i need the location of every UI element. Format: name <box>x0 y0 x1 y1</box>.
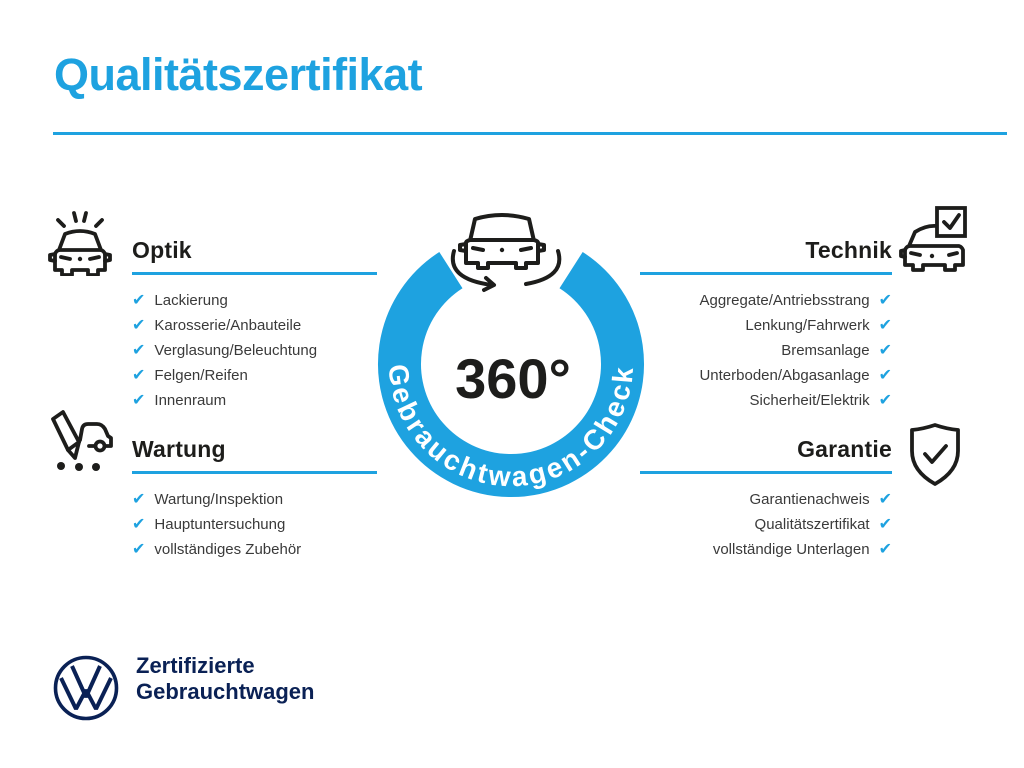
check-icon: ✔ <box>132 316 146 334</box>
brand-claim <box>136 653 314 705</box>
page-title: Qualitätszertifikat <box>54 49 423 100</box>
check-item <box>640 313 892 338</box>
brand-claim-line1: Zertifizierte <box>136 653 255 678</box>
shield-check-icon <box>905 421 965 489</box>
check-item <box>132 512 377 537</box>
pencil-checklist-car-icon <box>42 406 114 478</box>
check-item-label: Felgen/Reifen <box>154 367 248 384</box>
check-item-label: Innenraum <box>154 392 227 409</box>
check-item <box>640 288 892 313</box>
check-icon: ✔ <box>878 515 892 533</box>
check-icon: ✔ <box>878 291 892 309</box>
section-optik-list <box>132 275 377 413</box>
brand-claim-line2: Gebrauchtwagen <box>136 679 315 704</box>
check-icon: ✔ <box>132 540 146 558</box>
shining-car-icon <box>46 208 114 276</box>
section-wartung-list <box>132 474 377 562</box>
check-item-label: Hauptuntersuchung <box>154 516 286 533</box>
check-icon: ✔ <box>132 341 146 359</box>
check-item <box>640 338 892 363</box>
section-wartung-title: Wartung <box>132 436 377 474</box>
check-item-label: Aggregate/Antriebsstrang <box>699 292 870 309</box>
check-icon: ✔ <box>878 540 892 558</box>
check-item-label: Bremsanlage <box>781 342 870 359</box>
section-garantie-list <box>640 474 892 562</box>
check-item-label: Karosserie/Anbauteile <box>154 317 302 334</box>
check-item <box>640 363 892 388</box>
check-item <box>132 487 377 512</box>
check-item <box>132 537 377 562</box>
section-wartung <box>132 436 377 562</box>
vw-logo <box>52 654 120 722</box>
check-item <box>640 512 892 537</box>
check-item <box>132 388 377 413</box>
check-item <box>640 487 892 512</box>
check-icon: ✔ <box>132 391 146 409</box>
check-item <box>132 313 377 338</box>
check-item-label: Wartung/Inspektion <box>154 491 284 508</box>
check-item-label: Verglasung/Beleuchtung <box>154 342 318 359</box>
check-icon: ✔ <box>878 316 892 334</box>
car-checkbox-icon <box>899 205 969 277</box>
check-item <box>132 363 377 388</box>
check-item-label: Unterboden/Abgasanlage <box>699 367 870 384</box>
check-icon: ✔ <box>878 366 892 384</box>
check-icon: ✔ <box>132 490 146 508</box>
check-icon: ✔ <box>132 291 146 309</box>
section-technik-list <box>640 275 892 413</box>
check-item-label: vollständige Unterlagen <box>712 541 870 558</box>
section-technik <box>640 237 892 413</box>
check-item <box>132 338 377 363</box>
check-item <box>640 388 892 413</box>
360-check-badge <box>370 195 660 505</box>
degrees-label: 360° <box>455 347 571 410</box>
section-garantie <box>640 436 892 562</box>
title-divider <box>53 132 1007 135</box>
section-garantie-title: Garantie <box>640 436 892 474</box>
check-icon: ✔ <box>132 366 146 384</box>
check-item-label: Lackierung <box>154 292 228 309</box>
check-item-label: Lenkung/Fahrwerk <box>745 317 870 334</box>
check-item-label: vollständiges Zubehör <box>154 541 302 558</box>
ring-label: Gebrauchtwagen-Check <box>382 362 640 493</box>
check-icon: ✔ <box>132 515 146 533</box>
check-icon: ✔ <box>878 490 892 508</box>
check-item <box>640 537 892 562</box>
check-item-label: Sicherheit/Elektrik <box>749 392 870 409</box>
section-technik-title: Technik <box>640 237 892 275</box>
check-icon: ✔ <box>878 391 892 409</box>
section-optik-title: Optik <box>132 237 377 275</box>
check-item-label: Qualitätszertifikat <box>754 516 870 533</box>
check-item <box>132 288 377 313</box>
car-360-rotation-icon <box>453 215 560 290</box>
check-item-label: Garantienachweis <box>749 491 870 508</box>
section-optik <box>132 237 377 413</box>
check-icon: ✔ <box>878 341 892 359</box>
